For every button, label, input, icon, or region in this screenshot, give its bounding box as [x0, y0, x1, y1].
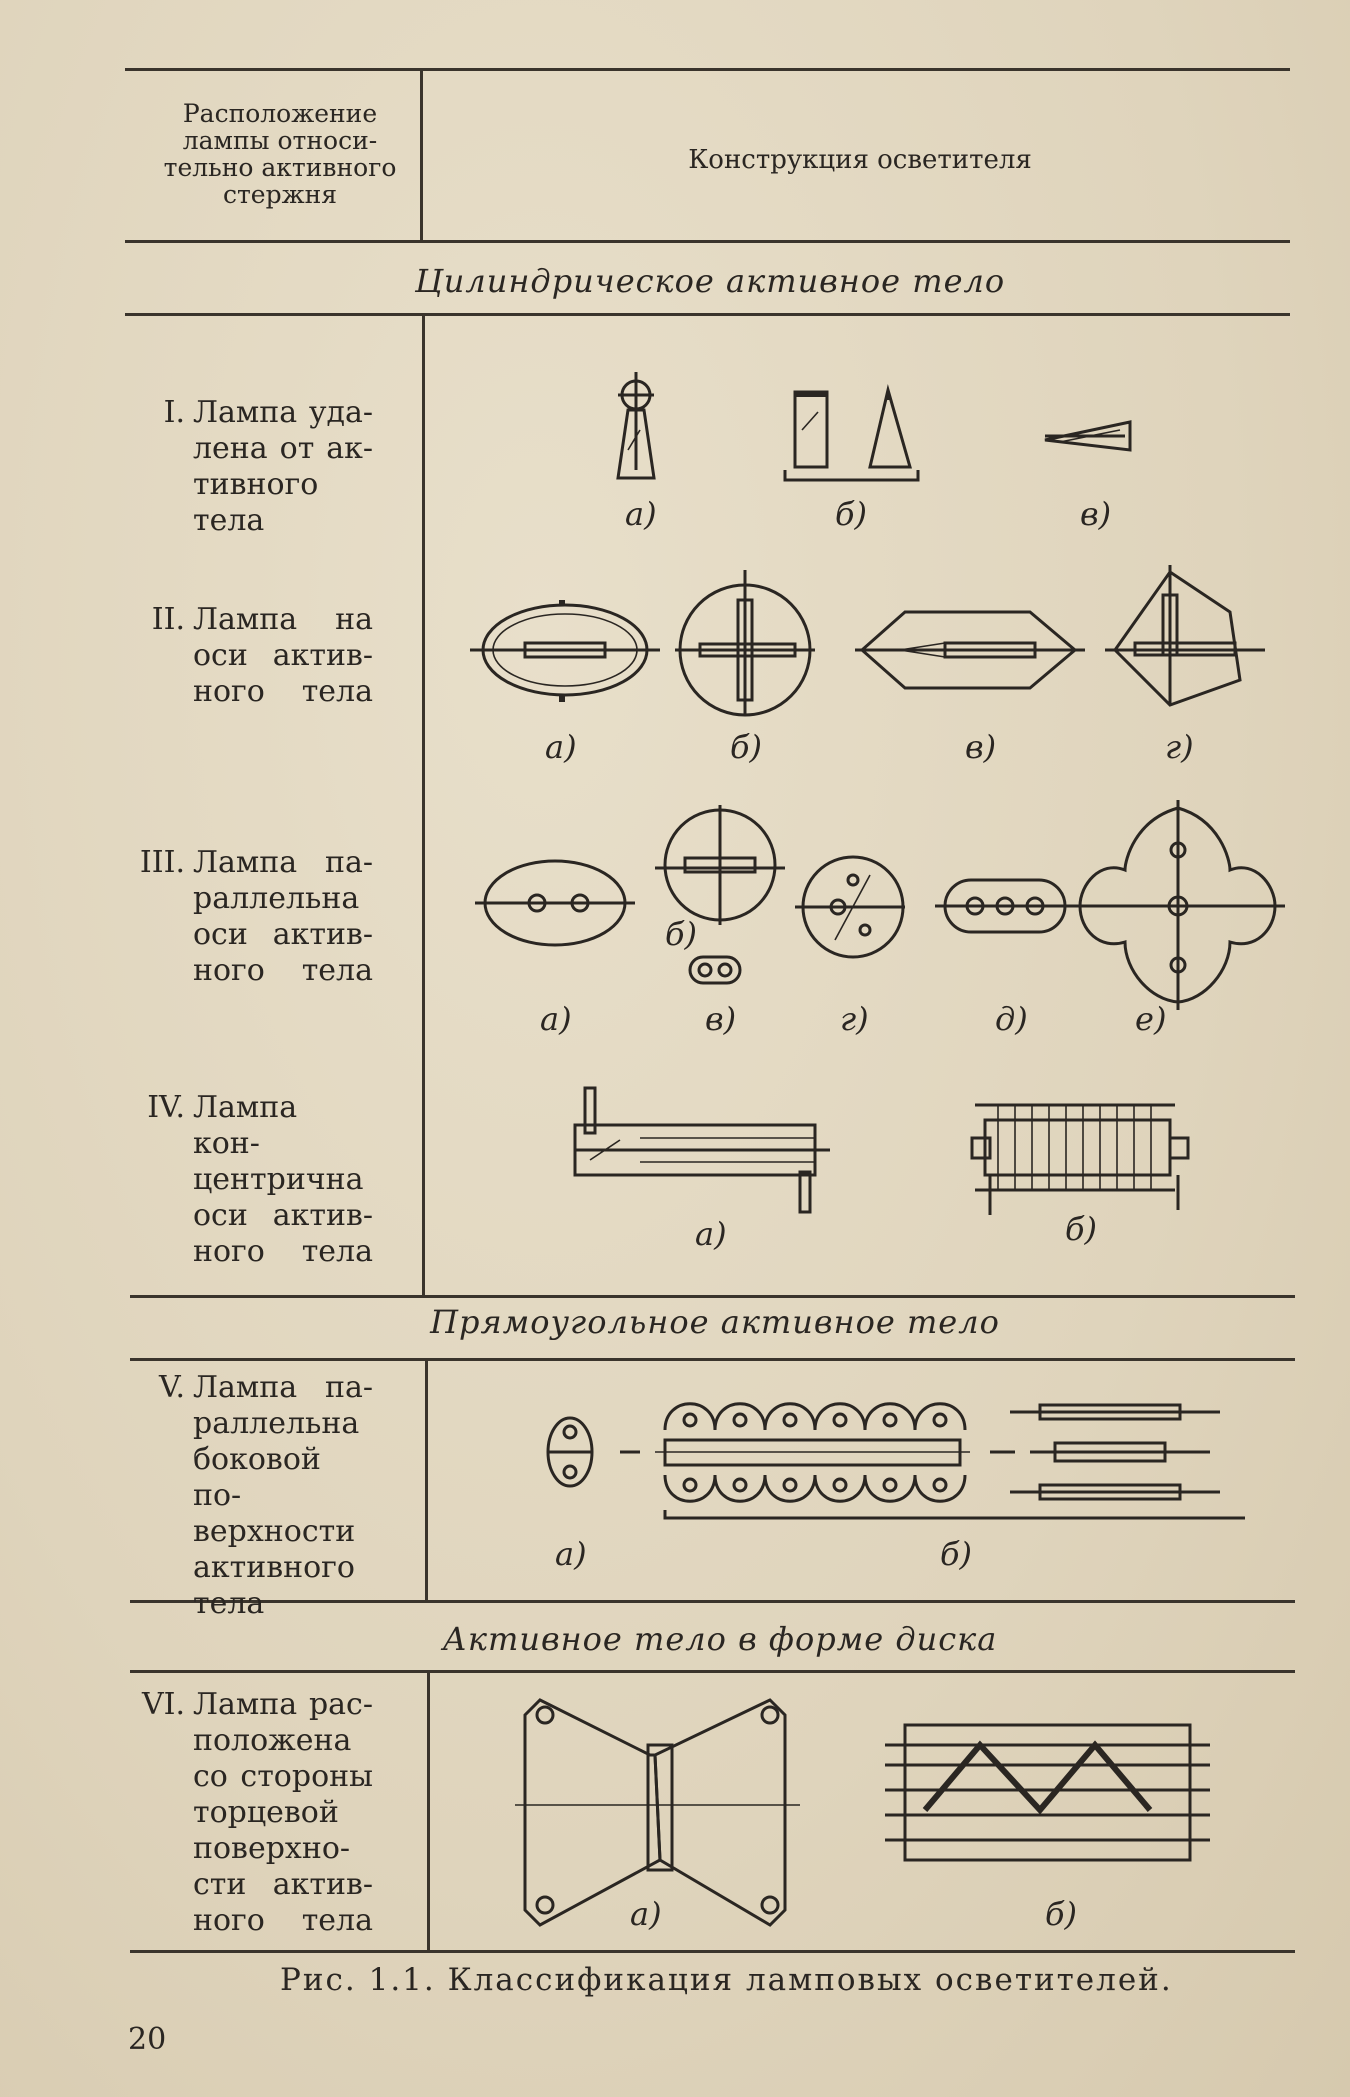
section-cylindrical: Цилиндрическое активное тело — [414, 262, 1006, 300]
row-4-text: Лампа кон- центрична оси актив- ного тела — [193, 1090, 373, 1269]
fig-2b-circle-cross — [675, 570, 815, 715]
row-3-label-a: а) — [540, 1000, 572, 1038]
fig-2v-hexagonal-axial — [855, 612, 1085, 688]
row-2-number: II. — [151, 602, 185, 637]
row-4-label-a: а) — [695, 1215, 727, 1253]
header-lamp-position: Расположение лампы относи- тельно активного стержня — [163, 99, 397, 209]
row-6-label-b: б) — [1045, 1895, 1078, 1933]
row-2-label-b: б) — [730, 728, 763, 766]
fig-3e-four-lobe — [1070, 800, 1285, 1010]
row-3-label-v: в) — [705, 1000, 737, 1038]
row-6-number: VI. — [141, 1687, 185, 1722]
fig-1v-wedge — [1045, 422, 1130, 450]
row-3-number: III. — [139, 845, 185, 880]
fig-6b-zigzag-slab — [885, 1725, 1210, 1860]
row-1-number: I. — [163, 395, 185, 430]
fig-5b-scalloped-array — [655, 1404, 1245, 1518]
row-3-label-g: г) — [840, 1000, 869, 1038]
fig-3g-hatched-circle — [795, 857, 905, 957]
row-5-text: Лампа па- раллельна боковой по- верхности активного тела — [193, 1370, 373, 1621]
row-4-number: IV. — [147, 1090, 185, 1125]
row-5-label-a: а) — [555, 1535, 587, 1573]
figure-caption: Рис. 1.1. Классификация ламповых осветителей. — [280, 1962, 1173, 1998]
fig-5a-oval-two-lamps — [548, 1418, 640, 1486]
fig-6a-bowtie-reflector — [515, 1700, 800, 1925]
section-disk: Активное тело в форме диска — [442, 1620, 998, 1658]
fig-3d-stadium-three-lamps — [935, 880, 1075, 932]
row-1-text: Лампа уда- лена от ак- тивного тела — [193, 395, 373, 538]
row-3-label-d: д) — [995, 1000, 1028, 1038]
fig-3v-small-oval — [690, 957, 740, 983]
fig-3b-circle-bar — [655, 805, 785, 925]
row-5-label-b: б) — [940, 1535, 973, 1573]
section-rectangular: Прямоугольное активное тело — [430, 1303, 1000, 1341]
fig-1a-remote-lamp-cone — [618, 372, 654, 478]
row-3-label-e: е) — [1135, 1000, 1167, 1038]
fig-3a-ellipse-two-lamps — [475, 861, 635, 945]
page-number: 20 — [128, 2022, 167, 2057]
row-3-text: Лампа па- раллельна оси актив- ного тела — [193, 845, 373, 988]
header-illuminator-design: Конструкция осветителя — [688, 145, 1032, 175]
fig-4b-helical-coil — [972, 1105, 1188, 1215]
row-6-text: Лампа рас- положена со стороны торцевой поверхно- сти актив- ного тела — [193, 1687, 373, 1938]
fig-2a-ellipse-axial — [470, 600, 660, 702]
row-6-label-a: а) — [630, 1895, 662, 1933]
row-1-label-v: в) — [1080, 495, 1112, 533]
row-2-label-a: а) — [545, 728, 577, 766]
row-4-label-b: б) — [1065, 1210, 1098, 1248]
row-2-label-v: в) — [965, 728, 997, 766]
fig-1b-rod-and-cone — [785, 390, 918, 480]
row-5-number: V. — [159, 1370, 185, 1405]
row-1-label-b: б) — [835, 495, 868, 533]
fig-2g-angled-reflector — [1105, 565, 1265, 705]
row-2-label-g: г) — [1165, 728, 1194, 766]
row-1-label-a: а) — [625, 495, 657, 533]
row-2-text: Лампа на оси актив- ного тела — [193, 602, 373, 709]
row-3-label-b: б) — [665, 915, 698, 953]
fig-4a-concentric-tube — [575, 1088, 830, 1212]
